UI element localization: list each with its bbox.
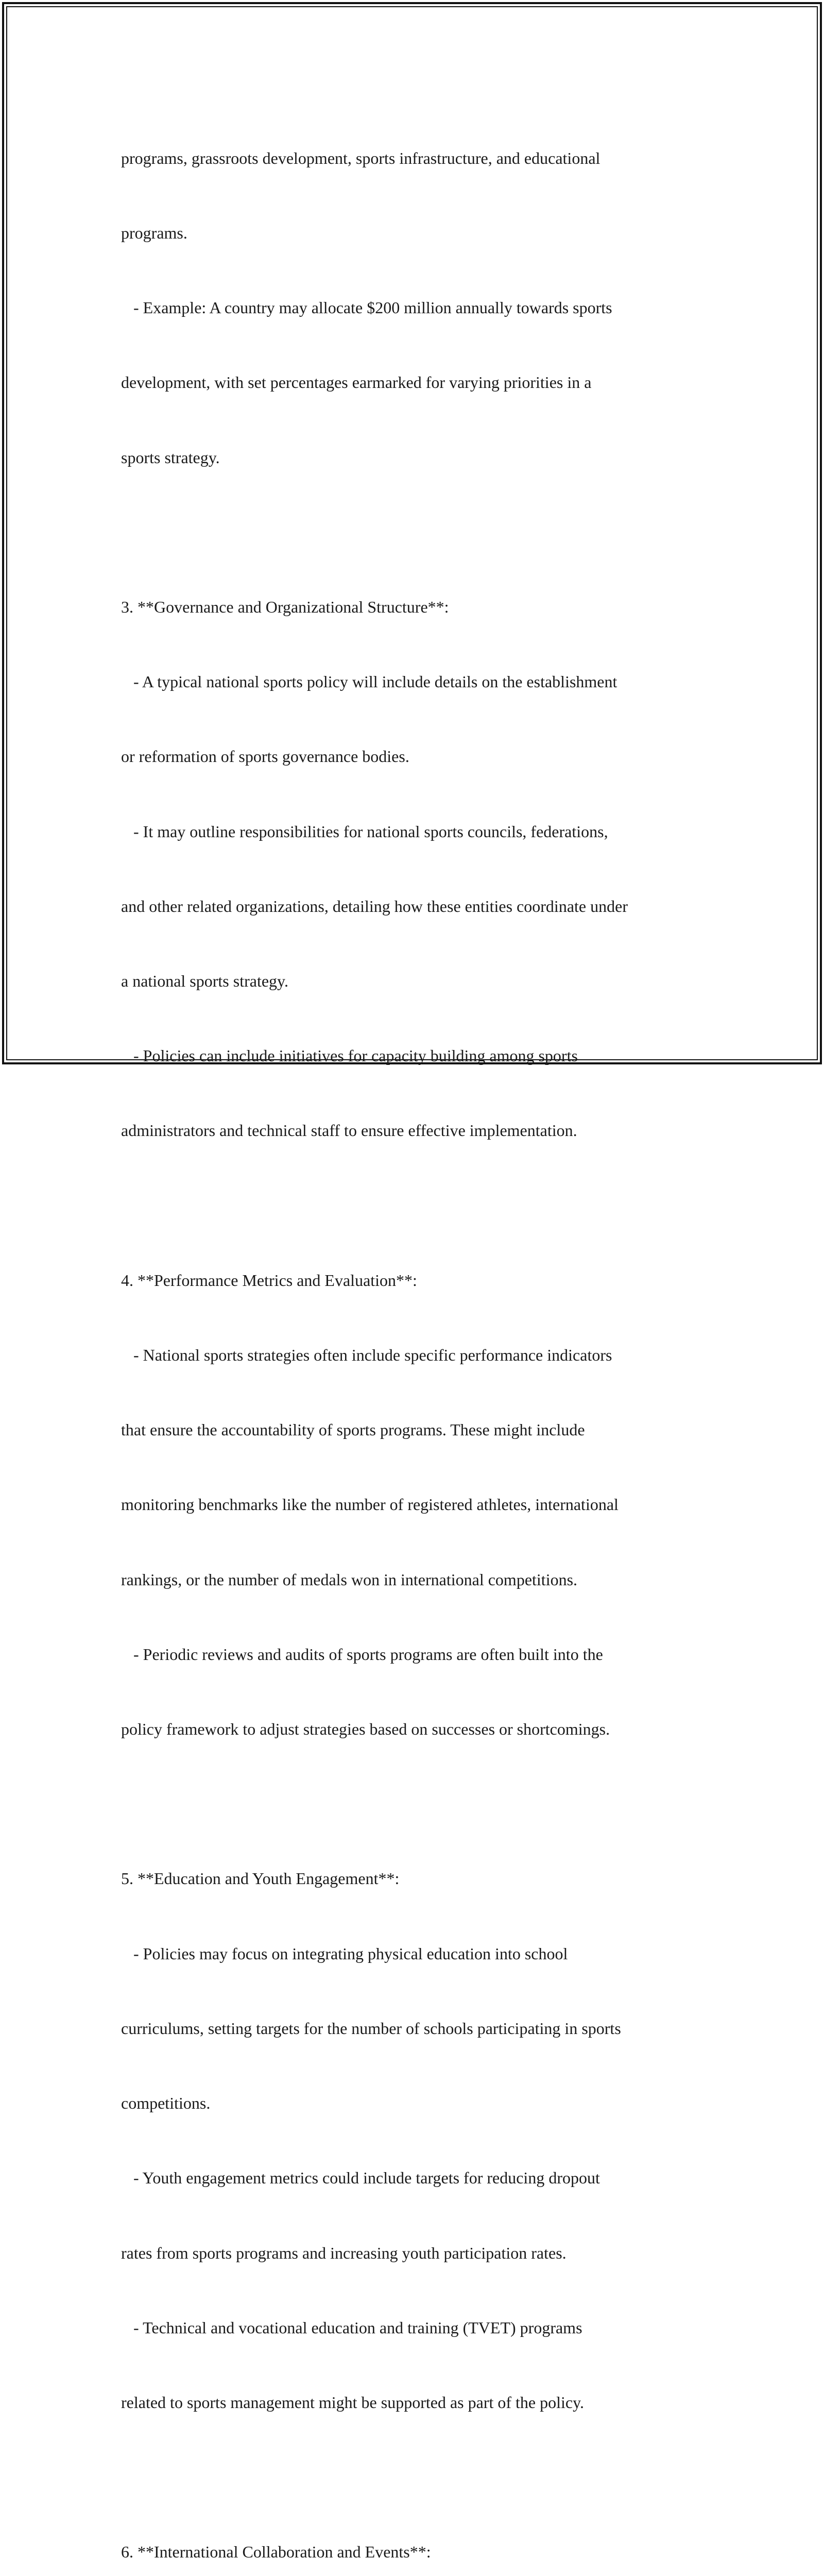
text-line: competitions.	[121, 2094, 211, 2113]
text-line: - Policies can include initiatives for capacity building among sports	[121, 1046, 578, 1065]
blank-line	[121, 520, 713, 545]
section-heading: 6. **International Collaboration and Events**:	[121, 2543, 431, 2562]
text-line: rankings, or the number of medals won in international competitions.	[121, 1570, 578, 1589]
text-line: development, with set percentages earmarked for varying priorities in a	[121, 373, 592, 392]
text-line: - Technical and vocational education and training (TVET) programs	[121, 2318, 582, 2337]
text-line: administrators and technical staff to ensure effective implementation.	[121, 1121, 577, 1140]
text-line: related to sports management might be supported as part of the policy.	[121, 2393, 585, 2412]
text-line: - It may outline responsibilities for national sports councils, federations,	[121, 822, 608, 841]
text-line: curriculums, setting targets for the number of schools participating in sports	[121, 2019, 621, 2038]
text-line: - A typical national sports policy will include details on the establishment	[121, 672, 617, 691]
text-line: programs.	[121, 224, 187, 243]
text-line: a national sports strategy.	[121, 972, 288, 991]
text-line: rates from sports programs and increasing youth participation rates.	[121, 2243, 566, 2262]
text-line: monitoring benchmarks like the number of registered athletes, international	[121, 1495, 619, 1514]
text-line: - National sports strategies often include specific performance indicators	[121, 1346, 612, 1365]
text-line: policy framework to adjust strategies based on successes or shortcomings.	[121, 1720, 610, 1739]
text-line: - Youth engagement metrics could include targets for reducing dropout	[121, 2168, 600, 2188]
blank-line	[121, 1193, 713, 1218]
document-body	[121, 96, 713, 2576]
text-line: that ensure the accountability of sports programs. These might include	[121, 1420, 585, 1439]
section-heading: 5. **Education and Youth Engagement**:	[121, 1869, 400, 1888]
text-line: sports strategy.	[121, 448, 220, 467]
text-line: - Policies may focus on integrating physical education into school	[121, 1944, 568, 1963]
text-line: - Periodic reviews and audits of sports programs are often built into the	[121, 1645, 603, 1664]
text-line: - Example: A country may allocate $200 million annually towards sports	[121, 298, 612, 317]
section-heading: 3. **Governance and Organizational Structure**:	[121, 598, 449, 617]
blank-line	[121, 1791, 713, 1816]
section-heading: 4. **Performance Metrics and Evaluation**:	[121, 1270, 417, 1290]
text-line: or reformation of sports governance bodies.	[121, 747, 409, 766]
text-line: and other related organizations, detailing how these entities coordinate under	[121, 896, 628, 916]
text-line: programs, grassroots development, sports infrastructure, and educational	[121, 148, 600, 167]
blank-line	[121, 2465, 713, 2489]
